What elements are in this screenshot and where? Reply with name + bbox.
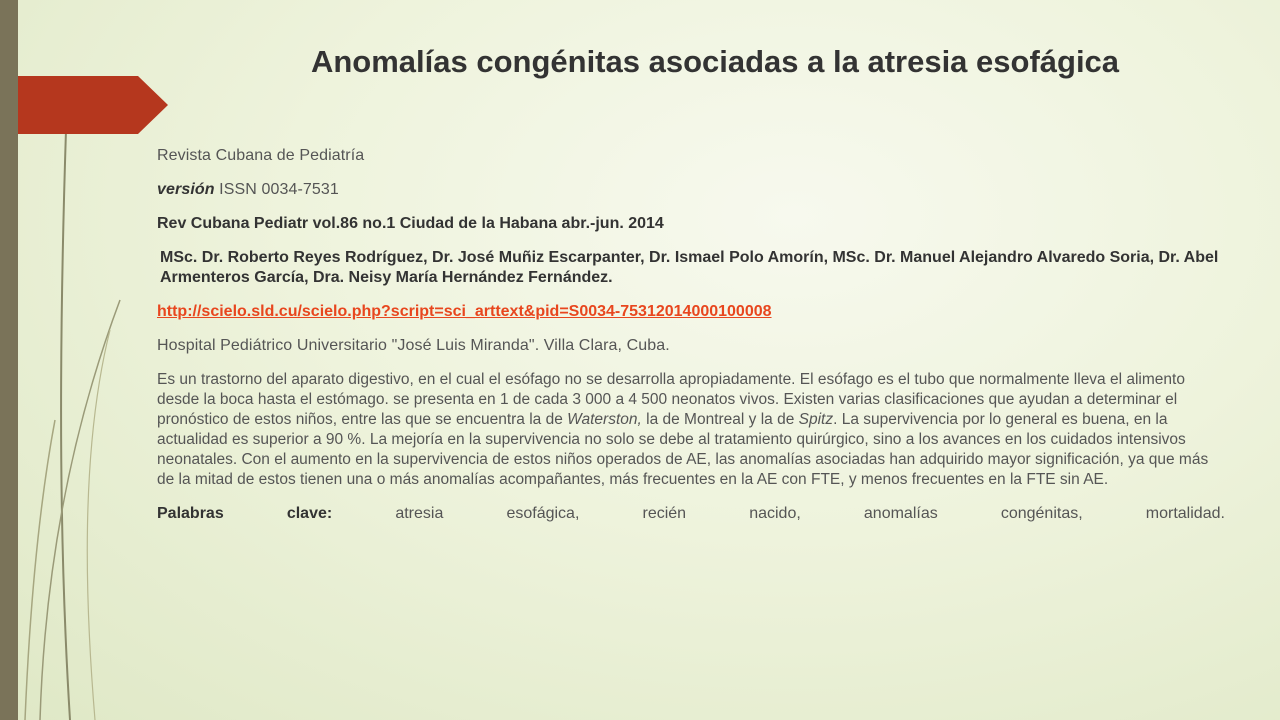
hospital-text: Hospital Pediátrico Universitario "José Luis Miranda". Villa Clara, Cuba. bbox=[157, 337, 670, 354]
version-label: versión bbox=[157, 181, 215, 198]
list-item-authors bbox=[126, 248, 1226, 288]
authors-text: MSc. Dr. Roberto Reyes Rodríguez, Dr. José Muñiz Escarpanter, Dr. Ismael Polo Amorín, MSc. Dr. Manuel Alejandro Alvaredo Soria, Dr. Abel Armenteros García, Dra. Neisy María Hernández Fernández. bbox=[160, 249, 1219, 286]
keyword: mortalidad. bbox=[1145, 505, 1225, 522]
abstract-text-3: . La supervivencia por lo general es buena, en la actualidad es superior a 90 %. La mejoría en la supervivencia no solo se debe al tratamiento quirúrgico, sino a los avances en los cuidados intensivos neonatales. Con el aumento en la supervivencia de estos niños operados de AE, las anomalías asociadas han adquirido mayor significación, ya que más de la mitad de estos tienen una o más anomalías acompañantes, más frecuentes en la AE con FTE, y menos frecuentes en la FTE sin AE. bbox=[157, 411, 1209, 488]
article-link[interactable]: http://scielo.sld.cu/scielo.php?script=sci_arttext&pid=S0034-75312014000100008 bbox=[157, 303, 772, 320]
abstract-text-2: la de Montreal y la de bbox=[641, 411, 799, 428]
issn-text: ISSN 0034-7531 bbox=[219, 181, 339, 198]
abstract-text-1: Es un trastorno del aparato digestivo, en el cual el esófago no se desarrolla apropiadamente. El esófago es el tubo que normalmente lleva el alimento desde la boca hasta el estómago. se presenta en 1 de cada 3 000 a 4 500 neonatos vivos. Existen varias clasificaciones que ayudan a determinar el pronóstico de estos niños, entre las que se encuentra la de bbox=[157, 371, 1185, 428]
list-item-url bbox=[126, 302, 1226, 322]
abstract-italic-1: Waterston, bbox=[567, 411, 642, 428]
keyword: recién bbox=[642, 505, 687, 522]
list-item-issn bbox=[126, 180, 1226, 200]
page-title: Anomalías congénitas asociadas a la atresia esofágica bbox=[310, 44, 1120, 79]
list-item-abstract bbox=[126, 370, 1226, 490]
abstract-italic-2: Spitz bbox=[798, 411, 834, 428]
list-item-citation bbox=[126, 214, 1226, 234]
keyword: anomalías bbox=[863, 505, 938, 522]
list-item-keywords bbox=[126, 504, 1226, 524]
list-item-journal bbox=[126, 146, 1226, 166]
keywords-row bbox=[157, 504, 1225, 524]
list-item-hospital bbox=[126, 336, 1226, 356]
keywords-label-2: clave: bbox=[286, 505, 333, 522]
keywords-label-1: Palabras bbox=[157, 505, 224, 522]
keyword: esofágica, bbox=[506, 505, 580, 522]
bullet-list bbox=[126, 146, 1226, 538]
journal-name: Revista Cubana de Pediatría bbox=[157, 147, 365, 164]
keyword: atresia bbox=[395, 505, 444, 522]
citation-text: Rev Cubana Pediatr vol.86 no.1 Ciudad de la Habana abr.-jun. 2014 bbox=[157, 215, 664, 232]
keyword: congénitas, bbox=[1000, 505, 1083, 522]
title-arrow-tab bbox=[18, 76, 168, 134]
keyword: nacido, bbox=[749, 505, 801, 522]
